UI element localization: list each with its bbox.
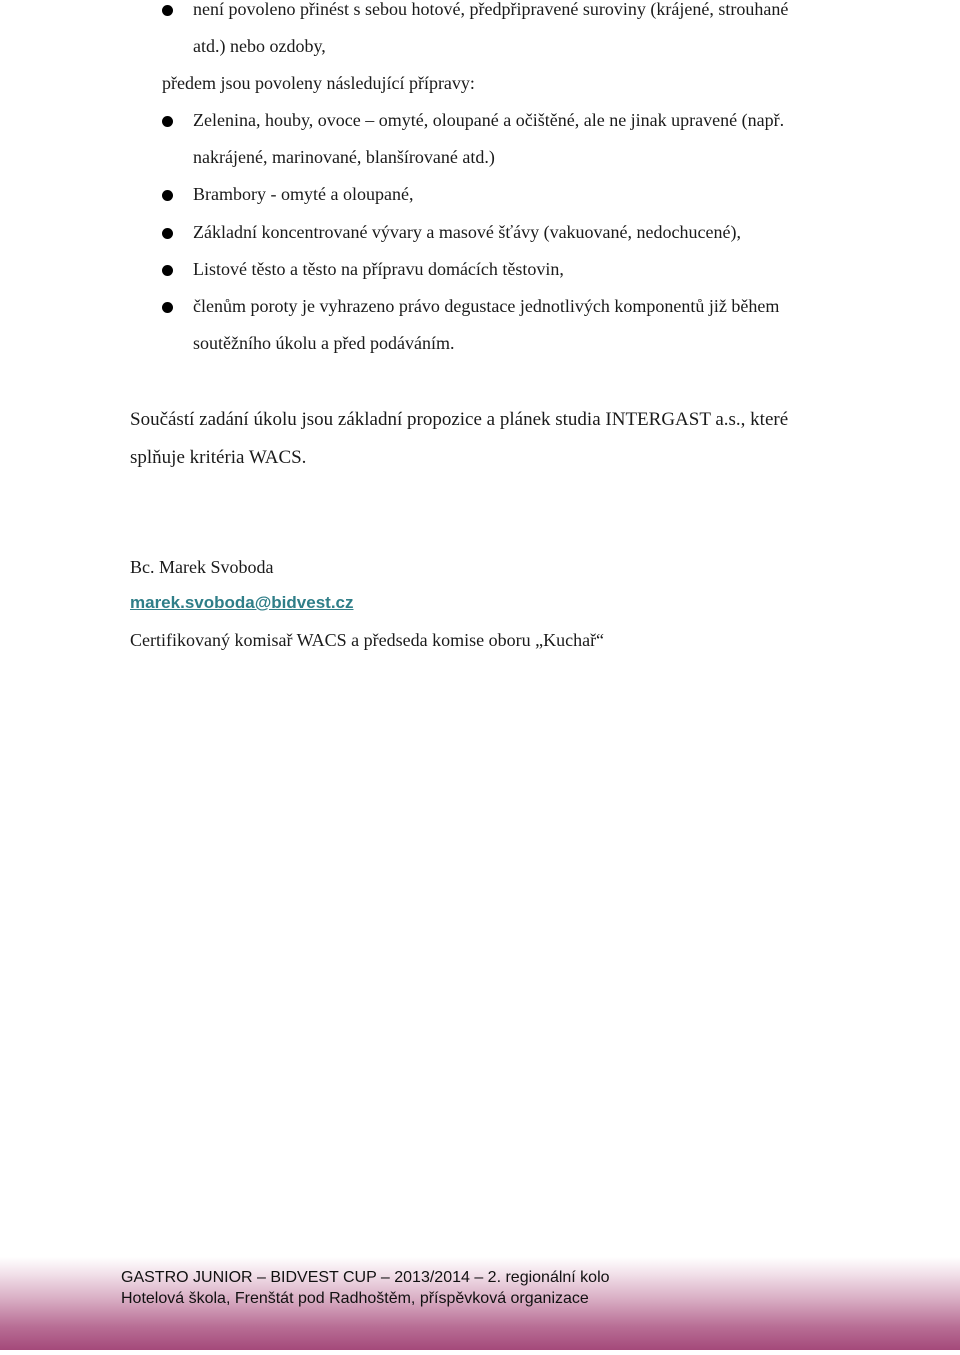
bullet-line: Základní koncentrované vývary a masové šťávy (vakuované, nedochucené), — [193, 222, 741, 242]
bullet-item — [193, 288, 900, 362]
paragraph-line: splňuje kritéria WACS. — [130, 447, 307, 468]
bullet-line: členům poroty je vyhrazeno právo degustace jednotlivých komponentů již během — [193, 296, 780, 316]
bullet-dot-icon — [162, 302, 173, 313]
bullet-dot-icon — [162, 116, 173, 127]
bullet-dot-icon — [162, 5, 173, 16]
paragraph-line: Součástí zadání úkolu jsou základní propozice a plánek studia INTERGAST a.s., které — [130, 409, 789, 430]
bullet-line: Brambory - omyté a oloupané, — [193, 184, 414, 204]
footer-line-2: Hotelová škola, Frenštát pod Radhoštěm, příspěvková organizace — [121, 1290, 589, 1307]
bullet-dot-icon — [162, 265, 173, 276]
bullet-line: soutěžního úkolu a před podáváním. — [193, 333, 455, 353]
email-link[interactable]: marek.svoboda@bidvest.cz — [130, 593, 354, 612]
bullet-item — [193, 0, 900, 65]
bullet-line: atd.) nebo ozdoby, — [193, 36, 326, 56]
bullet-line: Zelenina, houby, ovoce – omyté, oloupané a očištěné, ale ne jinak upravené (např. — [193, 110, 785, 130]
paragraph — [130, 401, 890, 477]
bullet-line: není povoleno přinést s sebou hotové, předpřipravené suroviny (krájené, strouhané — [193, 0, 789, 19]
bullet-item — [193, 102, 900, 176]
signature-role: Certifikovaný komisař WACS a předseda komise oboru „Kuchař“ — [130, 630, 605, 650]
signature-name: Bc. Marek Svoboda — [130, 557, 274, 577]
bullet-item — [193, 251, 900, 288]
bullet-dot-icon — [162, 190, 173, 201]
bullet-line: Listové těsto a těsto na přípravu domácích těstovin, — [193, 259, 564, 279]
bullet-dot-icon — [162, 228, 173, 239]
bullet-line: nakrájené, marinované, blanšírované atd.) — [193, 147, 495, 167]
intro-line: předem jsou povoleny následující přípravy: — [162, 73, 475, 93]
footer-line-1: GASTRO JUNIOR – BIDVEST CUP – 2013/2014 – 2. regionální kolo — [121, 1269, 610, 1286]
bullet-item — [193, 176, 900, 213]
bullet-item — [193, 214, 900, 251]
